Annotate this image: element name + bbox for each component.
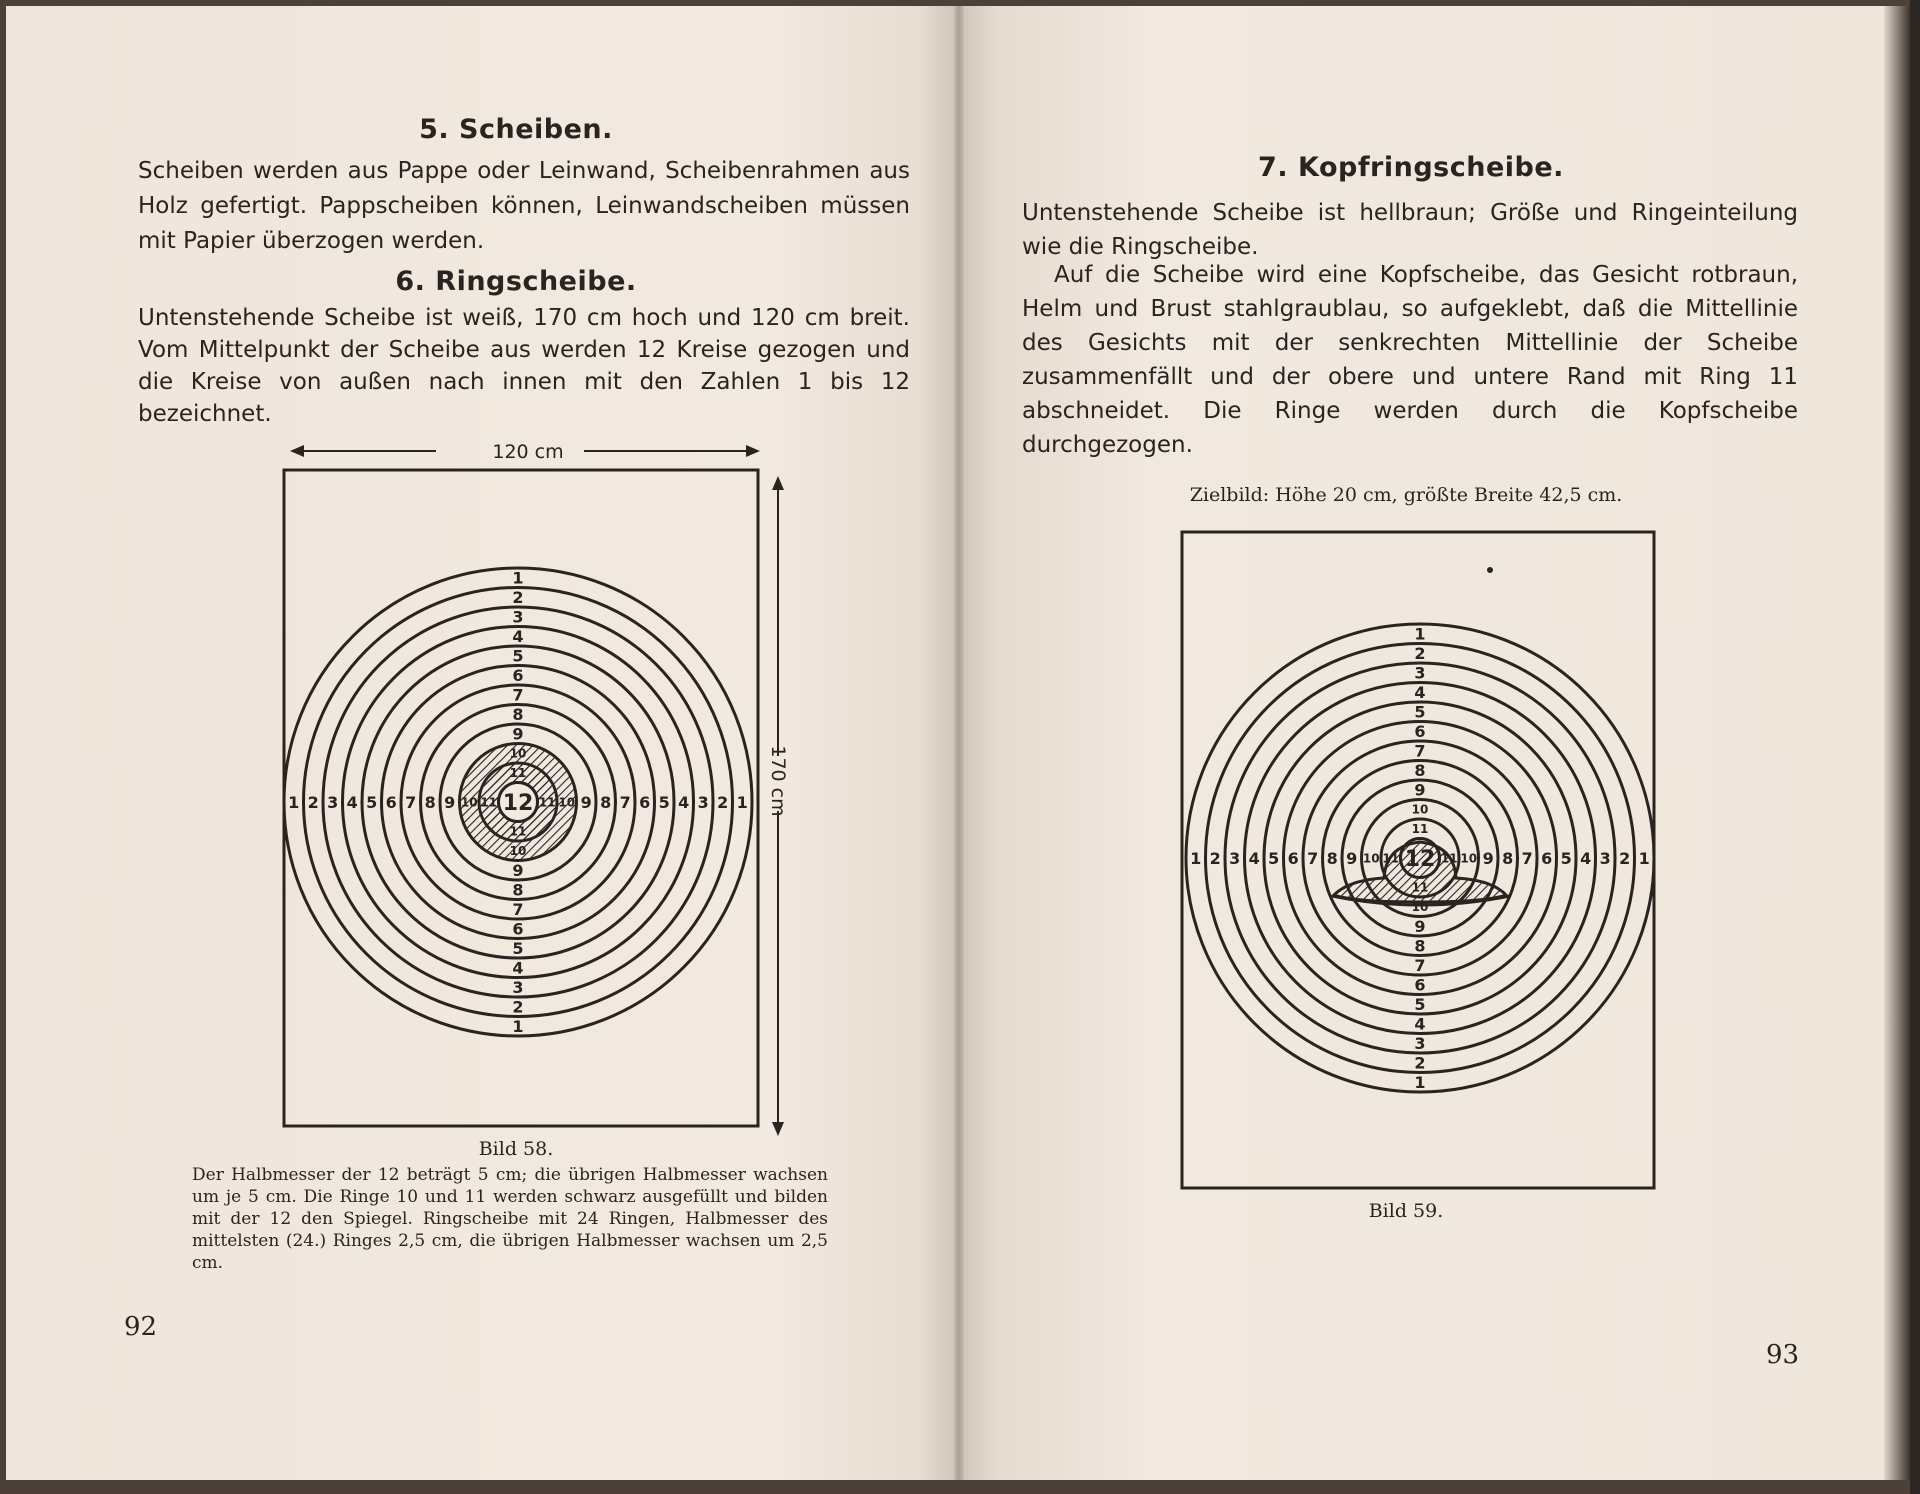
ring-label-8: 8 — [1502, 848, 1514, 868]
ring-label-6: 6 — [385, 792, 397, 812]
ring-label-7: 7 — [405, 792, 417, 812]
ring-label-7: 7 — [512, 900, 524, 920]
ring-label-9: 9 — [1414, 780, 1426, 800]
ring-labels — [1190, 625, 1650, 1093]
ring-label-6: 6 — [1414, 722, 1426, 742]
ring-label-5: 5 — [1560, 848, 1572, 868]
ring-label-7: 7 — [1414, 741, 1426, 761]
ring-label-3: 3 — [512, 607, 524, 627]
ring-label-7: 7 — [1414, 956, 1426, 976]
ring-label-4: 4 — [678, 792, 690, 812]
ring-label-10: 10 — [1460, 851, 1478, 866]
ring-label-9: 9 — [1482, 848, 1494, 868]
ring-labels — [288, 569, 748, 1037]
ring-label-9: 9 — [1414, 917, 1426, 937]
ring-label-7: 7 — [512, 685, 524, 705]
figure-59-caption: Bild 59. — [1368, 1200, 1444, 1222]
ring-label-1: 1 — [1414, 624, 1426, 644]
ring-label-5: 5 — [512, 939, 524, 959]
ring-label-8: 8 — [424, 792, 436, 812]
book-cover-edge — [1910, 0, 1920, 1494]
ring-label-6: 6 — [1287, 848, 1299, 868]
arrowhead-down-icon — [772, 1122, 784, 1136]
ring-label-8: 8 — [1414, 761, 1426, 781]
ring-label-9: 9 — [512, 724, 524, 744]
ring-label-8: 8 — [1326, 848, 1338, 868]
ring-label-8: 8 — [512, 705, 524, 725]
ring-label-11: 11 — [509, 766, 527, 781]
ring-label-2: 2 — [512, 997, 524, 1017]
ring-label-6: 6 — [1541, 848, 1553, 868]
ring-label-11: 11 — [1411, 880, 1429, 895]
ring-label-5: 5 — [1414, 702, 1426, 722]
ring-label-4: 4 — [1414, 1014, 1426, 1034]
ring-label-4: 4 — [346, 792, 358, 812]
ring-label-11: 11 — [1440, 851, 1458, 866]
ring-label-3: 3 — [1599, 848, 1611, 868]
page-number-left: 92 — [124, 1312, 158, 1342]
ring-label-1: 1 — [512, 568, 524, 588]
center-label: 12 — [1404, 847, 1436, 872]
ring-label-5: 5 — [366, 792, 378, 812]
figure-58-caption: Bild 58. — [478, 1138, 554, 1160]
ring-label-8: 8 — [512, 880, 524, 900]
ring-label-9: 9 — [1346, 848, 1358, 868]
ring-label-1: 1 — [1190, 848, 1202, 868]
ring-label-5: 5 — [512, 646, 524, 666]
ring-label-4: 4 — [512, 958, 524, 978]
ring-label-11: 11 — [538, 795, 556, 810]
height-label: 170 cm — [767, 745, 789, 817]
ring-label-8: 8 — [1414, 936, 1426, 956]
ring-label-3: 3 — [1229, 848, 1241, 868]
arrowhead-left-icon — [290, 445, 304, 457]
ring-label-10: 10 — [509, 746, 527, 761]
ring-label-10: 10 — [1411, 802, 1429, 817]
ink-dot — [1487, 567, 1493, 573]
arrowhead-up-icon — [772, 476, 784, 490]
ring-label-4: 4 — [1248, 848, 1260, 868]
book-spread — [6, 6, 1910, 1480]
ring-label-10: 10 — [1411, 900, 1429, 915]
book-edge — [1884, 6, 1910, 1480]
section-7-text-1: Untenstehende Scheibe ist hellbraun; Größe und Ringeinteilung wie die Ringscheibe. — [1022, 200, 1798, 260]
ring-label-1: 1 — [736, 792, 748, 812]
ring-label-2: 2 — [1414, 644, 1426, 664]
figure-58-footnote: Der Halbmesser der 12 beträgt 5 cm; die übrigen Halbmesser wachsen um je 5 cm. Die Ringe 10 und 11 werden schwarz ausgefüllt und bilden mit der 12 den Spiegel. Ringscheibe mit 24 Ringen, Halbmesser des mittelsten (24.) Ringes 2,5 cm, die übrigen Halbmesser wachsen um 2,5 cm. — [192, 1165, 828, 1273]
ring-label-4: 4 — [512, 627, 524, 647]
ring-label-6: 6 — [1414, 975, 1426, 995]
ring-label-9: 9 — [512, 861, 524, 881]
target-note: Zielbild: Höhe 20 cm, größte Breite 42,5 cm. — [1189, 484, 1623, 506]
ring-label-6: 6 — [512, 919, 524, 939]
ring-label-5: 5 — [658, 792, 670, 812]
ring-label-1: 1 — [1638, 848, 1650, 868]
arrowhead-right-icon — [746, 445, 760, 457]
ring-label-5: 5 — [1414, 995, 1426, 1015]
center-label: 12 — [502, 791, 534, 816]
ring-label-3: 3 — [697, 792, 709, 812]
ring-label-2: 2 — [512, 588, 524, 608]
ring-label-10: 10 — [558, 795, 576, 810]
ring-label-7: 7 — [1307, 848, 1319, 868]
ring-label-2: 2 — [1414, 1053, 1426, 1073]
ring-label-1: 1 — [288, 792, 300, 812]
page-number-right: 93 — [1766, 1340, 1800, 1370]
ring-label-6: 6 — [639, 792, 651, 812]
ring-label-11: 11 — [480, 795, 498, 810]
ring-label-8: 8 — [600, 792, 612, 812]
ring-label-3: 3 — [327, 792, 339, 812]
head-ring-target-figure — [1174, 528, 1664, 1198]
ring-label-6: 6 — [512, 666, 524, 686]
ring-label-3: 3 — [1414, 663, 1426, 683]
ring-label-7: 7 — [619, 792, 631, 812]
ring-label-11: 11 — [1411, 822, 1429, 837]
ring-label-11: 11 — [509, 824, 527, 839]
width-label: 120 cm — [492, 441, 564, 463]
section-5-heading: 5. Scheiben. — [419, 114, 613, 145]
ring-label-5: 5 — [1268, 848, 1280, 868]
book-gutter — [954, 6, 964, 1480]
ring-label-10: 10 — [509, 844, 527, 859]
ring-label-4: 4 — [1580, 848, 1592, 868]
ring-label-2: 2 — [1209, 848, 1221, 868]
ring-label-7: 7 — [1521, 848, 1533, 868]
ring-label-3: 3 — [512, 978, 524, 998]
ring-label-1: 1 — [512, 1017, 524, 1037]
ring-label-1: 1 — [1414, 1073, 1426, 1093]
ring-label-4: 4 — [1414, 683, 1426, 703]
ring-label-11: 11 — [1382, 851, 1400, 866]
ring-target-figure — [266, 426, 806, 1146]
ring-label-9: 9 — [444, 792, 456, 812]
ring-label-3: 3 — [1414, 1034, 1426, 1054]
section-5-text: Scheiben werden aus Pappe oder Leinwand, Scheibenrahmen aus Holz gefertigt. Pappscheiben können, Leinwandscheiben müssen mit Papier überzogen werden. — [138, 158, 910, 254]
ring-label-10: 10 — [460, 795, 478, 810]
ring-label-9: 9 — [580, 792, 592, 812]
ring-label-2: 2 — [307, 792, 319, 812]
section-7-text-2: Auf die Scheibe wird eine Kopfscheibe, das Gesicht rotbraun, Helm und Brust stahlgraublau, so aufgeklebt, daß die Mittellinie des Gesichts mit der senkrechten Mittellinie der Scheibe zusammenfällt und der obere und untere Rand mit Ring 11 abschneidet. Die Ringe werden durch die Kopfscheibe durchgezogen. — [1022, 262, 1798, 458]
ring-label-2: 2 — [717, 792, 729, 812]
section-7-heading: 7. Kopfringscheibe. — [1258, 152, 1564, 183]
ring-label-2: 2 — [1619, 848, 1631, 868]
section-6-text: Untenstehende Scheibe ist weiß, 170 cm hoch und 120 cm breit. Vom Mittelpunkt der Scheibe aus werden 12 Kreise gezogen und die Kreise von außen nach innen mit den Zahlen 1 bis 12 bezeichnet. — [138, 305, 910, 427]
ring-label-10: 10 — [1362, 851, 1380, 866]
section-6-heading: 6. Ringscheibe. — [395, 266, 637, 297]
